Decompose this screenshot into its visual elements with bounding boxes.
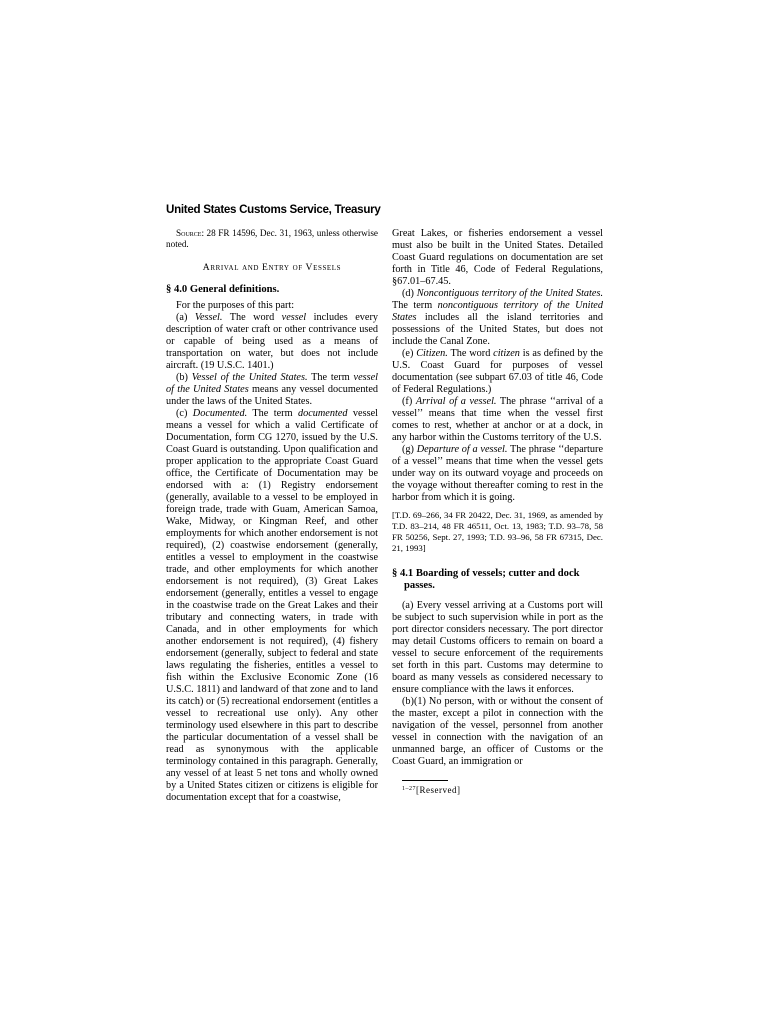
paragraph-4-1-a: (a) Every vessel arriving at a Customs port will be subject to such supervision while in port as the port director considers necessary. The port director may detail Customs officers to remain on board a vessel to secure enforcement of the requirements set forth in this part. Customs may determine to board as many vessels as considered necessary to ensure compliance with the laws it enforces. xyxy=(392,600,603,695)
footnote-divider xyxy=(402,780,448,781)
para-a-word: vessel xyxy=(281,312,307,323)
page-running-header: United States Customs Service, Treasury xyxy=(166,203,381,216)
source-note xyxy=(166,228,378,250)
para-e-prefix: (e) xyxy=(402,348,417,359)
para-a-mid: The word xyxy=(222,312,282,323)
para-b-word: vessel of the United States xyxy=(166,372,378,395)
paragraph-c-continued: Great Lakes, or fisheries endorsement a vessel must also be built in the United States. Detailed Coast Guard regulations on documentation are set forth in Title 46, Code of Federal Regulations, §67.01–67.45. xyxy=(392,228,603,287)
source-label: Source xyxy=(176,228,202,238)
paragraph-d xyxy=(392,288,603,348)
para-c-term: Documented. xyxy=(192,408,248,419)
paragraph-f xyxy=(392,396,603,444)
paragraph-g xyxy=(392,444,603,504)
footnote xyxy=(392,785,603,796)
para-g-text: The phrase ‘‘departure of a vessel’’ means that time when the vessel gets under way on its outward voyage and proceeds on the voyage without thereafter coming to rest in the harbor from which it is going. xyxy=(392,444,603,503)
left-column xyxy=(166,228,378,804)
para-b-term: Vessel of the United States. xyxy=(191,372,308,383)
paragraph-c xyxy=(166,408,378,804)
source-text: : 28 FR 14596, Dec. 31, 1963, unless otherwise noted. xyxy=(166,228,378,249)
paragraph-4-1-b: (b)(1) No person, with or without the consent of the master, except a pilot in connection with the navigation of the vessel, personnel from another vessel in connection with the navigation of an unmanned barge, an officer of Customs or the Coast Guard, an immigration or xyxy=(392,696,603,767)
para-d-mid: The term xyxy=(392,300,438,311)
para-d-prefix: (d) xyxy=(402,288,417,299)
para-a-text: includes every description of water craft or other contrivance used or capable of being used as a means of transportation on water, but does not include aircraft. (19 U.S.C. 1401.) xyxy=(166,312,378,371)
para-d-text: includes all the island territories and possessions of the United States, but does not include the Canal Zone. xyxy=(392,312,603,347)
para-d-term: Noncontiguous territory of the United States. xyxy=(416,288,604,299)
para-f-text: The phrase ‘‘arrival of a vessel’’ means that time when the vessel first comes to rest, whether at anchor or at a dock, in any harbor within the Customs territory of the U.S. xyxy=(392,396,603,443)
para-d-word: noncontiguous territory of the United States xyxy=(392,300,603,323)
right-column xyxy=(392,228,603,796)
intro-text: For the purposes of this part: xyxy=(176,300,295,311)
para-e-word: citizen xyxy=(493,348,520,359)
footnote-text: [Reserved] xyxy=(416,785,461,795)
para-e-text: is as defined by the U.S. Coast Guard for purposes of vessel documentation (see subpart 67.03 of title 46, Code of Federal Regulations.) xyxy=(392,348,603,395)
footnote-mark: 1–27 xyxy=(402,786,416,792)
part-title: Arrival and Entry of Vessels xyxy=(202,262,342,273)
para-c-prefix: (c) xyxy=(176,408,193,419)
section-4-1-heading: § 4.1 Boarding of vessels; cutter and dock passes. xyxy=(392,568,580,591)
para-g-term: Departure of a vessel. xyxy=(416,444,508,455)
paragraph-a xyxy=(166,312,378,372)
para-a-prefix: (a) xyxy=(176,312,195,323)
para-b-mid: The term xyxy=(307,372,354,383)
amendment-history: [T.D. 69–266, 34 FR 20422, Dec. 31, 1969, as amended by T.D. 83–214, 48 FR 46511, Oct. 13, 1983; T.D. 93–78, 58 FR 50256, Sept. 27, 1993; T.D. 93–96, 58 FR 67315, Dec. 21, 1993] xyxy=(392,510,603,553)
para-e-term: Citizen. xyxy=(416,348,448,359)
para-f-prefix: (f) xyxy=(402,396,416,407)
para-a-term: Vessel. xyxy=(194,312,223,323)
paragraph-e xyxy=(392,348,603,396)
para-g-prefix: (g) xyxy=(402,444,417,455)
para-f-term: Arrival of a vessel. xyxy=(415,396,497,407)
paragraph-b xyxy=(166,372,378,408)
para-c-word: documented xyxy=(297,408,348,419)
para-b-prefix: (b) xyxy=(176,372,192,383)
para-b-text: means any vessel documented under the laws of the United States. xyxy=(166,384,378,407)
para-c-mid: The term xyxy=(247,408,298,419)
para-e-mid: The word xyxy=(447,348,494,359)
para-c-text: vessel means a vessel for which a valid Certificate of Documentation, form CG 1270, issued by the U.S. Coast Guard is outstanding. Upon qualification and proper application to the appropriate Coast Guard office, the Certificate of Documentation may be endorsed with a: (1) Registry endorsement (generally, available to a vessel to be employed in foreign trade, trade with Guam, American Samoa, Wake, Midway, or Kingman Reef, and other employments for which another endorsement is not required), (2) coastwise endorsement (generally, entitles a vessel to employment in the coastwise trade, and other employments for which another endorsement is not required), (3) Great Lakes endorsement (generally, entitles a vessel to engage in the coastwise trade on the Great Lakes and their tributary and connecting waters, in trade with Canada, and in other employments for which another endorsement is not required), (4) fishery endorsement (generally, subject to federal and state laws regulating the fisheries, entitles a vessel to fish within the Exclusive Economic Zone (16 U.S.C. 1811) and landward of that zone and to land its catch) or (5) recreational endorsement (entitles a vessel to recreational use only). Any other terminology used elsewhere in this part to describe the particular documentation of a vessel shall be read as synonymous with the applicable terminology contained in this paragraph. Generally, any vessel of at least 5 net tons and wholly owned by a United States citizen or citizens is eligible for documentation except that for a coastwise, xyxy=(166,408,378,803)
section-4-0-heading: § 4.0 General definitions. xyxy=(166,284,280,295)
